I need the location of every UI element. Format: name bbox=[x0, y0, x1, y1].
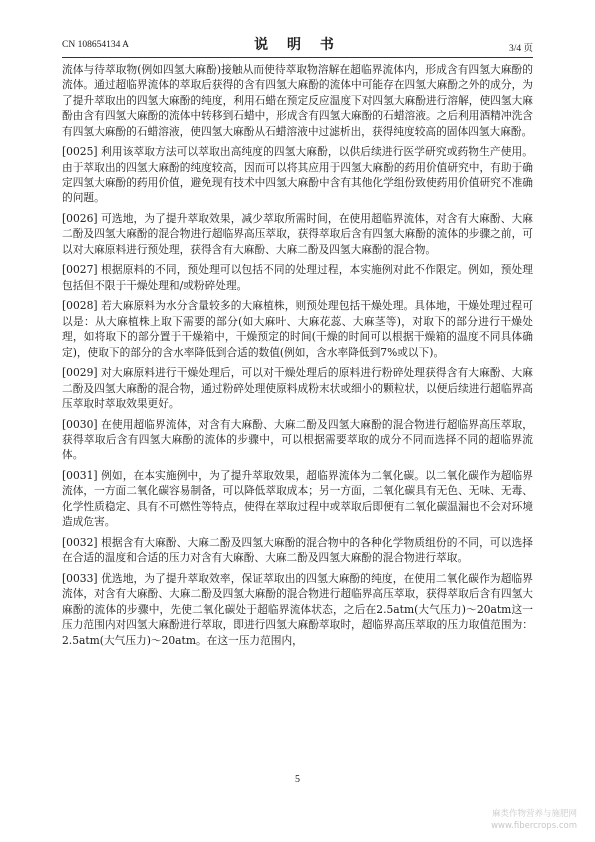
paragraph-text: 优选地，为了提升萃取效率，保证萃取出的四氢大麻酚的纯度，在使用二氧化碳作为超临界流体，对含有大麻酚、大麻二酚及四氢大麻酚的混合物进行超临界高压萃取，获得萃取后含有四氢大麻酚的流体的步骤中，先使二氧化碳处于超临界流体状态，之后在2.5atm(大气压力)～20atm这一压力范围内对四氢大麻酚进行萃取，即进行四氢大麻酚萃取时，超临界高压萃取的压力取值范围为：2.5atm(大气压力)～20atm。在这一压力范围内， bbox=[62, 571, 533, 647]
paragraph-number: [0028] bbox=[62, 299, 98, 313]
paragraph-number: [0025] bbox=[62, 145, 98, 159]
paragraph-text: 根据含有大麻酚、大麻二酚及四氢大麻酚的混合物中的各种化学物质组份的不同，可以选择在合适的温度和合适的压力对含有大麻酚、大麻二酚及四氢大麻酚的混合物进行萃取。 bbox=[62, 535, 533, 565]
paragraph bbox=[62, 535, 533, 566]
paragraph bbox=[62, 417, 533, 463]
patent-number: CN 108654134 A bbox=[62, 40, 130, 50]
watermark-site-name: 麻类作物营养与施肥网 bbox=[491, 809, 577, 819]
paragraph bbox=[62, 468, 533, 530]
paragraph bbox=[62, 365, 533, 411]
paragraph-text: 利用该萃取方法可以萃取出高纯度的四氢大麻酚，以供后续进行医学研究或药物生产使用。由于萃取出的四氢大麻酚的纯度较高，因而可以将其应用于四氢大麻酚的药用价值研究中，有助于确定四氢大麻酚的药用价值，避免现有技术中四氢大麻酚中含有其他化学组份致使药用价值研究不准确的问题。 bbox=[62, 145, 533, 205]
site-watermark bbox=[491, 808, 577, 832]
paragraph-number: [0030] bbox=[62, 417, 98, 431]
paragraph-text: 若大麻原料为水分含量较多的大麻植株，则预处理包括干燥处理。具体地，干燥处理过程可以是：从大麻植株上取下需要的部分(如大麻叶、大麻花蕊、大麻茎等)，对取下的部分进行干燥处理，如将取下的部分置于干燥箱中，干燥预定的时间(干燥的时间可以根据干燥箱的温度不同具体确定)，使取下的部分的含水率降低到合适的数值(例如，含水率降低到7%或以下)。 bbox=[62, 299, 533, 359]
paragraph-number: [0029] bbox=[62, 366, 98, 380]
paragraph bbox=[62, 144, 533, 206]
paragraph bbox=[62, 211, 533, 257]
paragraph-number: [0032] bbox=[62, 535, 98, 549]
paragraph bbox=[62, 298, 533, 360]
paragraph-number: [0033] bbox=[62, 571, 98, 585]
page-header bbox=[62, 34, 533, 56]
page-number: 5 bbox=[295, 774, 300, 785]
paragraph-text: 例如，在本实施例中，为了提升萃取效果，超临界流体为二氧化碳。以二氧化碳作为超临界流体，一方面二氧化碳容易制备，可以降低萃取成本；另一方面，二氧化碳具有无色、无味、无毒、化学性质稳定、具有不可燃性等特点，使得在萃取过程中或萃取后即便有二氧化碳温漏也不会对环境造成危害。 bbox=[62, 469, 533, 529]
paragraph-text: 根据原料的不同，预处理可以包括不同的处理过程，本实施例对此不作限定。例如，预处理包括但不限于干燥处理和/或粉碎处理。 bbox=[62, 263, 533, 292]
paragraph-number: [0026] bbox=[62, 212, 98, 226]
header-divider bbox=[62, 57, 533, 58]
document-title: 说 明 书 bbox=[254, 37, 341, 53]
paragraph-text: 流体与待萃取物(例如四氢大麻酚)接触从而使待萃取物溶解在超临界流体内，形成含有四氢大麻酚的流体。通过超临界流体的萃取后获得的含有四氢大麻酚的流体中可能存在四氢大麻酚之外的成分，为了提升萃取出的四氢大麻酚的纯度，利用石蜡在预定反应温度下对四氢大麻酚进行溶解，使四氢大麻酚由含有四氢大麻酚的流体中转移到石蜡中，形成含有四氢大麻酚的石蜡溶液。之后利用酒精冲洗含有四氢大麻酚的石蜡溶液，使四氢大麻酚从石蜡溶液中过滤析出，获得纯度较高的固体四氢大麻酚。 bbox=[62, 63, 533, 138]
page-indicator: 3/4 页 bbox=[508, 44, 533, 54]
paragraph-text: 可选地，为了提升萃取效果，减少萃取所需时间，在使用超临界流体，对含有大麻酚、大麻二酚及四氢大麻酚的混合物进行超临界高压萃取，获得萃取后含有四氢大麻酚的流体的步骤之前，可以对大麻原料进行预处理，获得含有大麻酚、大麻二酚及四氢大麻酚的混合物。 bbox=[62, 212, 533, 256]
paragraph-number: [0027] bbox=[62, 263, 98, 277]
watermark-url: www.fibercrops.com bbox=[491, 821, 577, 831]
document-body bbox=[62, 62, 533, 653]
paragraph-text: 在使用超临界流体，对含有大麻酚、大麻二酚及四氢大麻酚的混合物进行超临界高压萃取，获得萃取后含有四氢大麻酚的流体的步骤中，可以根据需要萃取的成分不同而选择不同的超临界流体。 bbox=[62, 417, 533, 462]
paragraph bbox=[62, 262, 533, 293]
paragraph bbox=[62, 571, 533, 648]
paragraph-continued bbox=[62, 62, 533, 139]
paragraph-number: [0031] bbox=[62, 469, 98, 483]
paragraph-text: 对大麻原料进行干燥处理后，可以对干燥处理后的原料进行粉碎处理获得含有大麻酚、大麻二酚及四氢大麻酚的混合物，通过粉碎处理使原料成粉末状或细小的颗粒状，以便后续进行超临界高压萃取时萃取效果更好。 bbox=[62, 366, 533, 411]
